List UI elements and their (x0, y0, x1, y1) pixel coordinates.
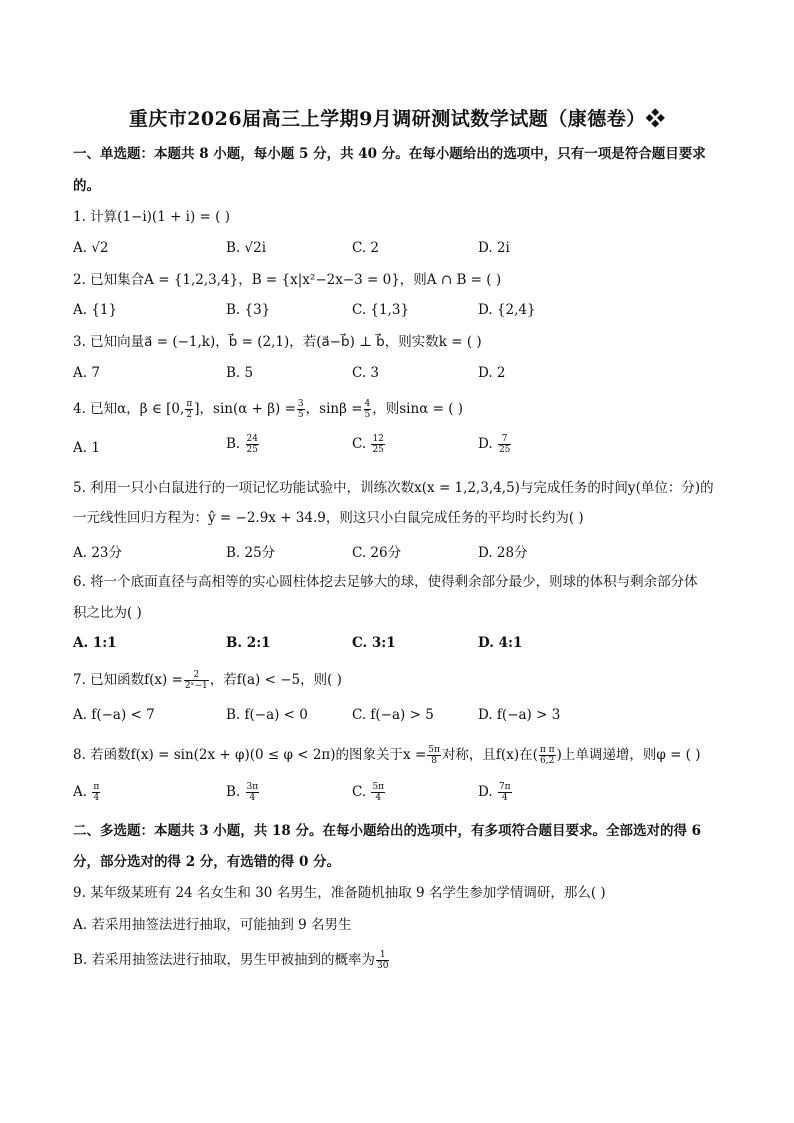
q4-option-c-label: C. (352, 436, 367, 452)
q4-fraction-4-5 (364, 399, 372, 420)
q8-frac-num: π (93, 782, 100, 792)
q7-frac-num: 2 (184, 670, 209, 681)
q8-option-c-label: C. (352, 784, 367, 800)
q8-option-b-label: B. (226, 784, 241, 800)
section1-intro-line2: 的。 (73, 178, 100, 194)
q4-stem-part: ，则sinα = ( ) (372, 401, 464, 417)
q4-fraction-pi-over-2 (185, 399, 193, 420)
q4-option-c (352, 434, 386, 455)
q6-stem-line2: 积之比为( ) (73, 605, 142, 621)
q4-frac-den: 2 (186, 410, 193, 420)
q1-option-c: C. 2 (352, 240, 380, 256)
q4-frac-den: 25 (372, 445, 384, 455)
q4-option-d (478, 434, 512, 455)
q8-frac-den: 4 (249, 793, 256, 803)
q8-option-a (73, 782, 101, 803)
q6-option-d: D. 4:1 (478, 635, 523, 651)
q1-stem: 1. 计算(1−i)(1 + i) = ( ) (73, 209, 230, 225)
q4-frac-num: π (186, 399, 193, 409)
q9-option-a: A. 若采用抽签法进行抽取，可能抽到 9 名男生 (73, 917, 352, 933)
q4-option-b-fraction (246, 434, 259, 455)
q2-stem: 2. 已知集合A = {1,2,3,4}，B = {x|x²−2x−3 = 0}，则A ∩ B = ( ) (73, 272, 502, 288)
q4-option-b-label: B. (226, 436, 241, 452)
q7-option-d: D. f(−a) > 3 (478, 707, 561, 723)
q4-stem-part: ，sinβ = (305, 401, 363, 417)
q8-option-d (478, 782, 513, 803)
q3-option-c: C. 3 (352, 365, 380, 381)
q2-option-c: C. {1,3} (352, 302, 410, 318)
q7-options (73, 707, 723, 727)
q7-stem (73, 670, 723, 691)
q8-stem-part: 对称，且f(x)在( (441, 747, 538, 763)
q8-option-a-fraction (92, 782, 100, 803)
q7-frac-den: 2ˣ−1 (184, 681, 208, 691)
q8-stem (73, 745, 723, 766)
q1-option-d: D. 2i (478, 240, 510, 256)
q4-frac-den: 25 (246, 445, 258, 455)
q5-options (73, 541, 723, 561)
q6-option-c: C. 3:1 (352, 635, 396, 651)
q8-frac-num: π π (539, 745, 555, 755)
q4-frac-num: 4 (364, 399, 371, 409)
q4-option-d-fraction (498, 434, 511, 455)
section2-intro-line1: 二、多选题：本题共 3 小题，共 18 分。在每小题给出的选项中，有多项符合题目要求。全部选对的得 6 (73, 823, 702, 839)
q7-option-b: B. f(−a) < 0 (226, 707, 308, 723)
q8-options (73, 782, 723, 802)
q8-frac-num: 3π (246, 782, 259, 792)
q4-option-a: A. 1 (73, 440, 100, 456)
q4-stem-part: 4. 已知α，β ∈ [0, (73, 401, 185, 417)
q2-options (73, 302, 723, 322)
q1-option-b: B. √2i (226, 240, 267, 256)
q5-stem-line1: 5. 利用一只小白鼠进行的一项记忆功能试验中，训练次数x(x = 1,2,3,4,5)与完成任务的时间y(单位：分)的 (73, 480, 714, 496)
q4-option-d-label: D. (478, 436, 493, 452)
q4-stem-part: ]，sin(α + β) = (194, 401, 296, 417)
q9-stem: 9. 某年级某班有 24 名女生和 30 名男生，准备随机抽取 9 名学生参加学情调研，那么( ) (73, 885, 606, 901)
q9-option-b (73, 950, 723, 971)
q6-options (73, 635, 723, 655)
section1-intro-line1: 一、单选题：本题共 8 小题，每小题 5 分，共 40 分。在每小题给出的选项中，只有一项是符合题目要求 (73, 146, 706, 162)
q7-option-c: C. f(−a) > 5 (352, 707, 434, 723)
q7-option-a: A. f(−a) < 7 (73, 707, 155, 723)
q8-frac-den: 4 (501, 793, 508, 803)
q4-options (73, 434, 723, 460)
q5-option-c: C. 26分 (352, 545, 402, 561)
q4-frac-den: 5 (364, 410, 371, 420)
q4-fraction-3-5 (297, 399, 305, 420)
q4-frac-num: 24 (246, 434, 258, 444)
q8-option-c-fraction (371, 782, 385, 803)
q4-frac-den: 25 (498, 445, 511, 455)
page-title: 重庆市2026届高三上学期9月调研测试数学试题（康德卷）❖ (128, 108, 666, 130)
q8-option-c (352, 782, 386, 803)
q5-option-a: A. 23分 (73, 545, 123, 561)
q4-frac-num: 7 (498, 434, 511, 445)
q7-fraction (184, 670, 209, 691)
section2-intro-line2: 分，部分选对的得 2 分，有选错的得 0 分。 (73, 854, 341, 870)
q4-stem (73, 399, 723, 420)
q4-option-b (226, 434, 260, 455)
q5-stem-line2: 一元线性回归方程为：ŷ = −2.9x + 34.9，则这只小白鼠完成任务的平均时长约为( ) (73, 510, 584, 526)
q2-option-b: B. {3} (226, 302, 271, 318)
q5-option-b: B. 25分 (226, 545, 276, 561)
q8-fraction-5pi-8 (427, 745, 441, 766)
q8-stem-part: 8. 若函数f(x) = sin(2x + φ)(0 ≤ φ < 2π)的图象关于x = (73, 747, 427, 763)
q3-options (73, 365, 723, 385)
q8-frac-den: 4 (93, 793, 100, 803)
q9-option-b-text: B. 若采用抽签法进行抽取，男生甲被抽到的概率为 (73, 952, 376, 968)
q7-stem-part: ，若f(a) < −5，则( ) (209, 672, 342, 688)
q5-option-d: D. 28分 (478, 545, 528, 561)
q3-option-d: D. 2 (478, 365, 506, 381)
q6-option-a: A. 1:1 (73, 635, 117, 651)
q8-frac-num: 7π (498, 782, 511, 792)
q8-option-d-label: D. (478, 784, 493, 800)
q7-stem-part: 7. 已知函数f(x) = (73, 672, 183, 688)
q2-option-d: D. {2,4} (478, 302, 536, 318)
q9-option-b-fraction (376, 950, 389, 971)
q8-option-d-fraction (498, 782, 512, 803)
q8-option-b (226, 782, 260, 803)
q2-option-a: A. {1} (73, 302, 118, 318)
q9-frac-den: 30 (377, 961, 389, 971)
q4-option-c-fraction (371, 434, 384, 455)
q6-option-b: B. 2:1 (226, 635, 271, 651)
q3-option-a: A. 7 (73, 365, 100, 381)
q8-fraction-interval (539, 745, 556, 766)
q4-frac-den: 5 (297, 410, 304, 420)
q6-stem-line1: 6. 将一个底面直径与高相等的实心圆柱体挖去足够大的球，使得剩余部分最少，则球的体积与剩余部分体 (73, 574, 698, 590)
q8-frac-num: 5π (372, 782, 385, 792)
q8-frac-den: 4 (375, 793, 382, 803)
q4-frac-num: 12 (372, 434, 384, 444)
q8-frac-num: 5π (428, 745, 440, 755)
q8-option-b-fraction (246, 782, 260, 803)
q1-options (73, 240, 723, 260)
q8-option-a-label: A. (73, 784, 88, 800)
q9-frac-num: 1 (376, 950, 389, 961)
q8-stem-part: )上单调递增，则φ = ( ) (556, 747, 701, 763)
q3-option-b: B. 5 (226, 365, 254, 381)
q1-option-a: A. √2 (73, 240, 109, 256)
q3-stem: 3. 已知向量a⃗ = (−1,k)，b⃗ = (2,1)，若(a⃗−b⃗) ⊥ b⃗，则实数k = ( ) (73, 334, 482, 350)
q8-frac-den: 6,2 (540, 756, 555, 766)
q8-frac-den: 8 (431, 756, 437, 766)
q4-frac-num: 3 (297, 399, 304, 409)
